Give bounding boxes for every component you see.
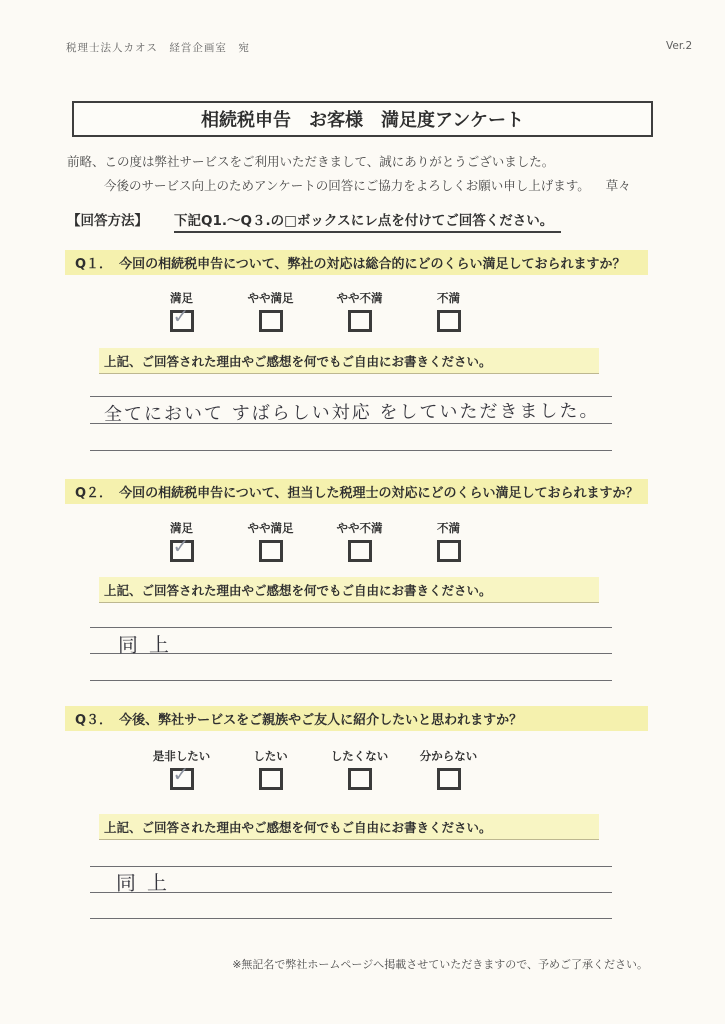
handwritten-answer-q3: 同上 — [115, 870, 179, 895]
option-q2-manzoku — [137, 520, 226, 562]
question-3-title — [65, 706, 648, 731]
question-2-text: 今回の相続税申告について、担当した税理士の対応にどのくらい満足しておられますか？ — [119, 486, 639, 501]
checkbox-q2-manzoku[interactable] — [170, 534, 194, 562]
question-2-options — [137, 520, 493, 562]
title-box — [72, 101, 653, 137]
question-1-title — [65, 250, 648, 275]
comment-prompt-q2: 上記、ご回答された理由やご感想を何でもご自由にお書きください。 — [99, 577, 599, 603]
option-label: したい — [253, 749, 288, 763]
handwritten-answer-q2: 同上 — [117, 632, 181, 657]
checkmark-icon: ✓ — [172, 762, 190, 786]
comment-prompt-q1: 上記、ご回答された理由やご感想を何でもご自由にお書きください。 — [99, 348, 599, 374]
checkbox-q1-yaya-manzoku[interactable] — [259, 310, 283, 332]
option-q3-zehi-shitai — [137, 748, 226, 790]
answer-line — [90, 450, 612, 451]
option-q1-yaya-fuman — [315, 290, 404, 332]
option-label: 不満 — [437, 521, 460, 535]
checkbox-q3-shitakunai[interactable] — [348, 768, 372, 790]
answer-method — [67, 209, 561, 229]
checkbox-q3-shitai[interactable] — [259, 768, 283, 790]
greeting-line2 — [67, 174, 631, 198]
option-q2-fuman — [404, 520, 493, 562]
greeting — [67, 150, 631, 198]
answer-line — [90, 918, 612, 919]
option-q1-yaya-manzoku — [226, 290, 315, 332]
question-3-options — [137, 748, 493, 790]
option-label: したくない — [330, 749, 389, 763]
method-label: 【回答方法】 — [67, 213, 148, 229]
option-label: 是非したい — [152, 749, 211, 763]
option-q2-yaya-fuman — [315, 520, 404, 562]
greeting-line2-text: 今後のサービス向上のためアンケートの回答にご協力をよろしくお願い申し上げます。 — [104, 178, 590, 193]
checkmark-icon: ✓ — [172, 304, 190, 328]
option-label: 分からない — [419, 749, 478, 763]
question-2-number: Q２． — [75, 486, 113, 501]
question-2-title — [65, 479, 648, 504]
footer-note: ※無記名で弊社ホームページへ掲載させていただきますので、予めご了承ください。 — [232, 958, 648, 971]
option-label: やや不満 — [336, 291, 383, 305]
option-q2-yaya-manzoku — [226, 520, 315, 562]
recipient-text: 税理士法人カオス 経営企画室 宛 — [66, 42, 250, 54]
option-q1-manzoku — [137, 290, 226, 332]
page-title: 相続税申告 お客様 満足度アンケート — [201, 110, 524, 131]
checkbox-q2-fuman[interactable] — [437, 540, 461, 562]
handwritten-answer-q1: 全てにおいて すばらしい対応 をしていただきました。 — [103, 400, 600, 425]
question-1-number: Q１． — [75, 257, 113, 272]
greeting-line1: 前略、この度は弊社サービスをご利用いただきまして、誠にありがとうございました。 — [67, 154, 555, 169]
option-label: 満足 — [170, 521, 193, 535]
option-q3-wakaranai — [404, 748, 493, 790]
question-3-number: Q３． — [75, 713, 113, 728]
option-q3-shitai — [226, 748, 315, 790]
checkmark-icon: ✓ — [172, 534, 190, 558]
option-q1-fuman — [404, 290, 493, 332]
checkbox-q1-manzoku[interactable] — [170, 304, 194, 332]
question-1-text: 今回の相続税申告について、弊社の対応は総合的にどのくらい満足しておられますか？ — [119, 257, 626, 272]
checkbox-q1-fuman[interactable] — [437, 310, 461, 332]
question-1-options — [137, 290, 493, 332]
option-label: やや満足 — [247, 521, 294, 535]
checkbox-q3-zehi-shitai[interactable] — [170, 762, 194, 790]
checkbox-q2-yaya-fuman[interactable] — [348, 540, 372, 562]
checkbox-q3-wakaranai[interactable] — [437, 768, 461, 790]
answer-line — [90, 680, 612, 681]
checkbox-q2-yaya-manzoku[interactable] — [259, 540, 283, 562]
option-label: 満足 — [170, 291, 193, 305]
greeting-closing: 草々 — [605, 178, 631, 193]
checkbox-q1-yaya-fuman[interactable] — [348, 310, 372, 332]
option-q3-shitakunai — [315, 748, 404, 790]
option-label: やや不満 — [336, 521, 383, 535]
question-3-text: 今後、弊社サービスをご親族やご友人に紹介したいと思われますか？ — [119, 713, 523, 728]
option-label: 不満 — [437, 291, 460, 305]
comment-prompt-q3: 上記、ご回答された理由やご感想を何でもご自由にお書きください。 — [99, 814, 599, 840]
method-text: 下記Q1.～Q３.の□ボックスにレ点を付けてご回答ください。 — [174, 213, 561, 233]
option-label: やや満足 — [247, 291, 294, 305]
version-label: Ver.2 — [666, 40, 693, 52]
